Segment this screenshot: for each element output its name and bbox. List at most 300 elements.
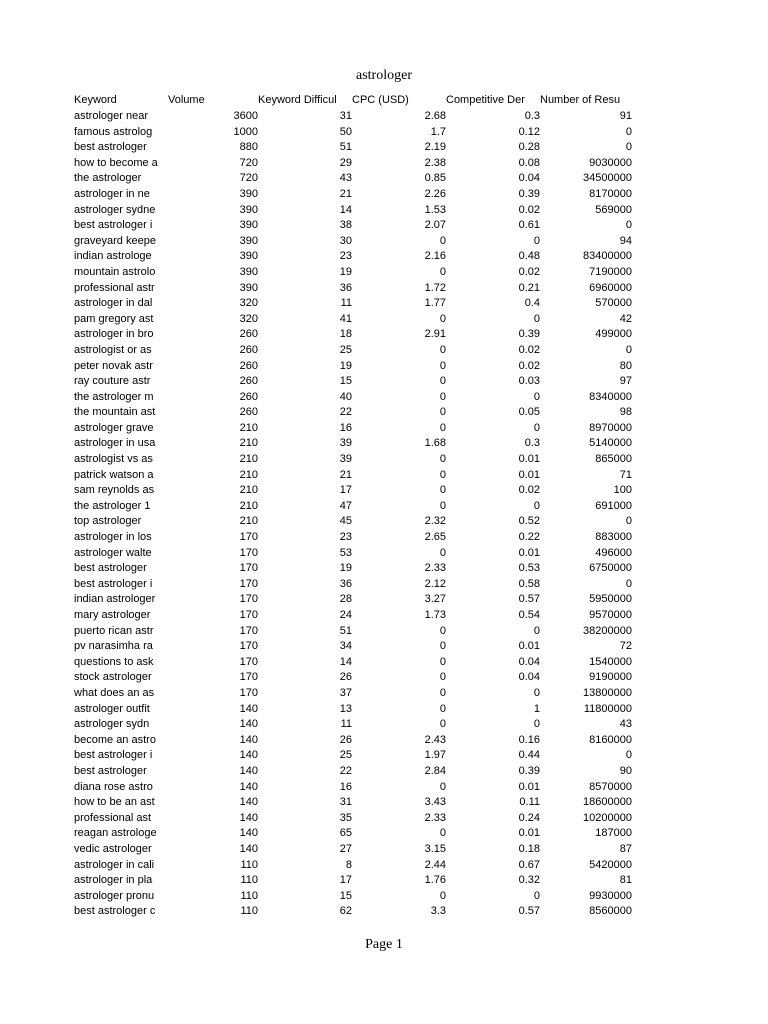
table-row — [74, 187, 632, 203]
number-of-results-cell: 691000 — [595, 499, 632, 512]
cpc-cell: 2.32 — [424, 515, 446, 528]
competitive-density-cell: 0.08 — [518, 156, 540, 169]
keyword-cell: astrologer near — [74, 110, 148, 122]
cpc-cell: 0 — [439, 671, 446, 684]
number-of-results-cell: 1540000 — [589, 655, 632, 668]
competitive-density-cell: 0.21 — [518, 281, 540, 294]
cpc-cell: 0 — [439, 546, 446, 559]
competitive-density-cell: 0.39 — [518, 187, 540, 200]
cpc-cell: 0 — [439, 468, 446, 481]
keyword-difficulty-cell: 27 — [339, 842, 352, 855]
cpc-cell: 1.76 — [424, 874, 446, 887]
competitive-density-cell: 0.48 — [518, 250, 540, 263]
competitive-density-cell: 0 — [533, 624, 540, 637]
cpc-cell: 1.77 — [424, 297, 446, 310]
table-row — [74, 639, 632, 655]
table-row — [74, 717, 632, 733]
volume-cell: 170 — [239, 562, 258, 575]
table-row — [74, 218, 632, 234]
table-row — [74, 265, 632, 281]
keyword-table — [74, 93, 632, 920]
column-header-volume: Volume — [168, 94, 205, 106]
page-title: astrologer — [356, 68, 412, 83]
number-of-results-cell: 9930000 — [589, 889, 632, 902]
volume-cell: 720 — [239, 172, 258, 185]
number-of-results-cell: 100 — [613, 484, 632, 497]
table-row — [74, 171, 632, 187]
keyword-cell: pv narasimha ra — [74, 640, 153, 653]
keyword-difficulty-cell: 15 — [339, 889, 352, 902]
number-of-results-cell: 7190000 — [589, 265, 632, 278]
cpc-cell: 2.68 — [424, 110, 446, 122]
table-row — [74, 686, 632, 702]
competitive-density-cell: 0.54 — [518, 609, 540, 621]
number-of-results-cell: 8560000 — [589, 905, 632, 918]
volume-cell: 170 — [239, 531, 258, 544]
number-of-results-cell: 94 — [619, 234, 632, 247]
table-row — [74, 312, 632, 328]
cpc-cell: 2.43 — [424, 733, 446, 746]
cpc-cell: 0 — [439, 265, 446, 278]
competitive-density-cell: 1 — [533, 702, 540, 715]
volume-cell: 210 — [239, 468, 258, 481]
table-row — [74, 203, 632, 219]
cpc-cell: 0 — [439, 889, 446, 902]
keyword-difficulty-cell: 24 — [339, 609, 352, 621]
competitive-density-cell: 0.01 — [518, 453, 540, 466]
table-row — [74, 374, 632, 390]
keyword-difficulty-cell: 18 — [339, 328, 352, 341]
number-of-results-cell: 8340000 — [589, 390, 632, 403]
keyword-difficulty-cell: 37 — [339, 686, 352, 699]
cpc-cell: 1.53 — [424, 203, 446, 216]
table-row — [74, 405, 632, 421]
table-row — [74, 359, 632, 375]
table-row — [74, 156, 632, 172]
volume-cell: 210 — [239, 453, 258, 466]
keyword-cell: pam gregory ast — [74, 312, 154, 325]
volume-cell: 110 — [240, 858, 258, 871]
competitive-density-cell: 0.02 — [518, 203, 540, 216]
cpc-cell: 2.16 — [424, 250, 446, 263]
volume-cell: 260 — [239, 390, 258, 403]
number-of-results-cell: 10200000 — [583, 811, 632, 824]
number-of-results-cell: 8570000 — [589, 780, 632, 793]
keyword-cell: vedic astrologer — [74, 842, 152, 855]
competitive-density-cell: 0.01 — [518, 468, 540, 481]
cpc-cell: 0 — [439, 453, 446, 466]
cpc-cell: 0 — [439, 312, 446, 325]
table-row — [74, 327, 632, 343]
number-of-results-cell: 569000 — [595, 203, 632, 216]
competitive-density-cell: 0.03 — [518, 375, 540, 388]
volume-cell: 140 — [239, 718, 258, 731]
volume-cell: 390 — [239, 265, 258, 278]
keyword-difficulty-cell: 16 — [339, 421, 352, 434]
table-row — [74, 109, 632, 125]
keyword-cell: astrologer pronu — [74, 889, 155, 902]
table-row — [74, 499, 632, 515]
competitive-density-cell: 0 — [533, 234, 540, 247]
keyword-cell: astrologer in bro — [74, 328, 154, 341]
competitive-density-cell: 0.57 — [518, 593, 540, 606]
competitive-density-cell: 0.02 — [518, 484, 540, 497]
competitive-density-cell: 0.39 — [518, 328, 540, 341]
cpc-cell: 3.15 — [424, 842, 446, 855]
keyword-cell: mary astrologer — [74, 609, 151, 621]
keyword-cell: the astrologer — [74, 172, 142, 185]
keyword-cell: astrologist vs as — [74, 453, 153, 466]
number-of-results-cell: 42 — [619, 312, 632, 325]
competitive-density-cell: 0.12 — [518, 125, 540, 138]
keyword-difficulty-cell: 43 — [339, 172, 352, 185]
table-row — [74, 889, 632, 905]
table-row — [74, 234, 632, 250]
number-of-results-cell: 80 — [619, 359, 632, 372]
competitive-density-cell: 0.39 — [518, 764, 540, 777]
competitive-density-cell: 0.24 — [518, 811, 540, 824]
volume-cell: 210 — [239, 484, 258, 497]
number-of-results-cell: 570000 — [595, 297, 632, 310]
cpc-cell: 0 — [439, 421, 446, 434]
number-of-results-cell: 18600000 — [583, 796, 632, 809]
keyword-difficulty-cell: 25 — [339, 749, 352, 762]
table-row — [74, 421, 632, 437]
table-row — [74, 748, 632, 764]
cpc-cell: 2.38 — [424, 156, 446, 169]
volume-cell: 110 — [240, 874, 258, 887]
keyword-difficulty-cell: 26 — [339, 671, 352, 684]
table-row — [74, 733, 632, 749]
keyword-cell: best astrologer — [74, 141, 147, 154]
competitive-density-cell: 0.22 — [518, 531, 540, 544]
number-of-results-cell: 98 — [619, 406, 632, 419]
volume-cell: 390 — [239, 281, 258, 294]
keyword-cell: astrologer sydn — [74, 718, 150, 731]
competitive-density-cell: 0.4 — [524, 297, 540, 310]
keyword-cell: famous astrolog — [74, 125, 153, 138]
keyword-cell: astrologer in cali — [74, 858, 155, 871]
table-row — [74, 452, 632, 468]
number-of-results-cell: 5420000 — [589, 858, 632, 871]
table-row — [74, 249, 632, 265]
keyword-difficulty-cell: 11 — [340, 718, 352, 731]
competitive-density-cell: 0.16 — [518, 733, 540, 746]
number-of-results-cell: 0 — [625, 577, 632, 590]
keyword-difficulty-cell: 14 — [339, 655, 352, 668]
table-row — [74, 468, 632, 484]
competitive-density-cell: 0.04 — [518, 172, 540, 185]
cpc-cell: 1.68 — [424, 437, 446, 450]
competitive-density-cell: 0 — [533, 889, 540, 902]
keyword-difficulty-cell: 39 — [339, 437, 352, 450]
number-of-results-cell: 83400000 — [583, 250, 632, 263]
table-row — [74, 764, 632, 780]
number-of-results-cell: 8970000 — [589, 421, 632, 434]
keyword-cell: top astrologer — [74, 515, 142, 528]
cpc-cell: 3.27 — [424, 593, 446, 606]
number-of-results-cell: 34500000 — [583, 172, 632, 185]
keyword-cell: astrologer grave — [74, 421, 154, 434]
number-of-results-cell: 91 — [619, 110, 632, 122]
table-row — [74, 436, 632, 452]
keyword-cell: astrologer in pla — [74, 874, 153, 887]
number-of-results-cell: 11800000 — [583, 702, 632, 715]
table-row — [74, 140, 632, 156]
volume-cell: 390 — [239, 234, 258, 247]
volume-cell: 320 — [239, 312, 258, 325]
volume-cell: 140 — [239, 733, 258, 746]
competitive-density-cell: 0 — [533, 499, 540, 512]
cpc-cell: 0 — [439, 406, 446, 419]
keyword-difficulty-cell: 36 — [339, 577, 352, 590]
competitive-density-cell: 0.3 — [524, 437, 540, 450]
volume-cell: 880 — [239, 141, 258, 154]
number-of-results-cell: 0 — [625, 515, 632, 528]
number-of-results-cell: 81 — [619, 874, 632, 887]
volume-cell: 260 — [239, 406, 258, 419]
number-of-results-cell: 0 — [625, 125, 632, 138]
table-row — [74, 483, 632, 499]
volume-cell: 390 — [239, 187, 258, 200]
cpc-cell: 1.73 — [424, 609, 446, 621]
keyword-difficulty-cell: 23 — [339, 250, 352, 263]
cpc-cell: 1.72 — [424, 281, 446, 294]
number-of-results-cell: 0 — [625, 141, 632, 154]
volume-cell: 210 — [239, 499, 258, 512]
cpc-cell: 3.3 — [430, 905, 446, 918]
cpc-cell: 0 — [439, 390, 446, 403]
competitive-density-cell: 0 — [533, 718, 540, 731]
number-of-results-cell: 0 — [625, 343, 632, 356]
keyword-cell: astrologer walte — [74, 546, 152, 559]
volume-cell: 170 — [239, 546, 258, 559]
keyword-difficulty-cell: 40 — [339, 390, 352, 403]
keyword-cell: the mountain ast — [74, 406, 156, 419]
keyword-difficulty-cell: 35 — [339, 811, 352, 824]
keyword-cell: become an astro — [74, 733, 156, 746]
keyword-difficulty-cell: 65 — [339, 827, 352, 840]
volume-cell: 170 — [239, 686, 258, 699]
competitive-density-cell: 0.53 — [518, 562, 540, 575]
keyword-difficulty-cell: 23 — [339, 531, 352, 544]
table-row — [74, 904, 632, 920]
number-of-results-cell: 97 — [619, 375, 632, 388]
keyword-difficulty-cell: 31 — [339, 796, 352, 809]
volume-cell: 210 — [239, 421, 258, 434]
volume-cell: 110 — [240, 889, 258, 902]
keyword-difficulty-cell: 19 — [339, 562, 352, 575]
cpc-cell: 2.44 — [424, 858, 446, 871]
volume-cell: 210 — [239, 437, 258, 450]
table-row — [74, 546, 632, 562]
cpc-cell: 1.97 — [424, 749, 446, 762]
column-header-keyword: Keyword — [74, 94, 117, 106]
table-row — [74, 296, 632, 312]
keyword-cell: astrologer in los — [74, 531, 152, 544]
number-of-results-cell: 0 — [625, 749, 632, 762]
keyword-difficulty-cell: 30 — [339, 234, 352, 247]
competitive-density-cell: 0.02 — [518, 265, 540, 278]
keyword-cell: indian astrologer — [74, 593, 156, 606]
keyword-difficulty-cell: 8 — [345, 858, 352, 871]
cpc-cell: 2.33 — [424, 562, 446, 575]
table-row — [74, 873, 632, 889]
table-row — [74, 514, 632, 530]
table-row — [74, 858, 632, 874]
keyword-difficulty-cell: 16 — [339, 780, 352, 793]
keyword-cell: ray couture astr — [74, 375, 151, 388]
table-row — [74, 343, 632, 359]
number-of-results-cell: 13800000 — [583, 686, 632, 699]
competitive-density-cell: 0 — [533, 421, 540, 434]
cpc-cell: 2.33 — [424, 811, 446, 824]
keyword-difficulty-cell: 45 — [339, 515, 352, 528]
number-of-results-cell: 6960000 — [589, 281, 632, 294]
table-row — [74, 592, 632, 608]
competitive-density-cell: 0.05 — [518, 406, 540, 419]
competitive-density-cell: 0.04 — [518, 671, 540, 684]
keyword-cell: astrologer in dal — [74, 297, 153, 310]
keyword-difficulty-cell: 39 — [339, 453, 352, 466]
cpc-cell: 0 — [439, 343, 446, 356]
keyword-difficulty-cell: 21 — [339, 468, 352, 481]
keyword-difficulty-cell: 50 — [339, 125, 352, 138]
table-row — [74, 608, 632, 624]
table-row — [74, 281, 632, 297]
keyword-cell: best astrologer i — [74, 577, 153, 590]
volume-cell: 140 — [239, 780, 258, 793]
volume-cell: 170 — [239, 640, 258, 653]
number-of-results-cell: 9570000 — [589, 609, 632, 621]
cpc-cell: 0 — [439, 640, 446, 653]
cpc-cell: 0 — [439, 375, 446, 388]
cpc-cell: 1.7 — [430, 125, 446, 138]
number-of-results-cell: 87 — [619, 842, 632, 855]
volume-cell: 390 — [239, 219, 258, 232]
cpc-cell: 0 — [439, 780, 446, 793]
number-of-results-cell: 9190000 — [589, 671, 632, 684]
cpc-cell: 0 — [439, 827, 446, 840]
keyword-cell: mountain astrolo — [74, 265, 156, 278]
keyword-difficulty-cell: 36 — [339, 281, 352, 294]
keyword-cell: the astrologer m — [74, 390, 154, 403]
keyword-cell: how to be an ast — [74, 796, 155, 809]
keyword-difficulty-cell: 19 — [339, 359, 352, 372]
cpc-cell: 2.91 — [424, 328, 446, 341]
keyword-difficulty-cell: 22 — [339, 764, 352, 777]
competitive-density-cell: 0.57 — [518, 905, 540, 918]
keyword-difficulty-cell: 14 — [339, 203, 352, 216]
cpc-cell: 0.85 — [424, 172, 446, 185]
volume-cell: 170 — [239, 609, 258, 621]
keyword-cell: indian astrologe — [74, 250, 152, 263]
table-row — [74, 826, 632, 842]
volume-cell: 140 — [239, 811, 258, 824]
cpc-cell: 0 — [439, 234, 446, 247]
number-of-results-cell: 5140000 — [589, 437, 632, 450]
keyword-difficulty-cell: 47 — [339, 499, 352, 512]
volume-cell: 260 — [239, 375, 258, 388]
volume-cell: 110 — [240, 905, 258, 918]
competitive-density-cell: 0 — [533, 390, 540, 403]
cpc-cell: 0 — [439, 702, 446, 715]
competitive-density-cell: 0 — [533, 686, 540, 699]
keyword-cell: what does an as — [74, 686, 155, 699]
cpc-cell: 2.07 — [424, 219, 446, 232]
keyword-cell: questions to ask — [74, 655, 154, 668]
number-of-results-cell: 8160000 — [589, 733, 632, 746]
competitive-density-cell: 0.3 — [524, 110, 540, 122]
volume-cell: 260 — [239, 328, 258, 341]
volume-cell: 1000 — [233, 125, 258, 138]
keyword-difficulty-cell: 25 — [339, 343, 352, 356]
competitive-density-cell: 0.02 — [518, 343, 540, 356]
table-row — [74, 390, 632, 406]
keyword-difficulty-cell: 34 — [339, 640, 352, 653]
competitive-density-cell: 0.01 — [518, 546, 540, 559]
cpc-cell: 2.12 — [424, 577, 446, 590]
keyword-difficulty-cell: 31 — [339, 110, 352, 122]
number-of-results-cell: 883000 — [595, 531, 632, 544]
keyword-difficulty-cell: 51 — [339, 624, 352, 637]
keyword-difficulty-cell: 11 — [340, 297, 352, 310]
competitive-density-cell: 0.58 — [518, 577, 540, 590]
number-of-results-cell: 43 — [619, 718, 632, 731]
keyword-cell: how to become a — [74, 156, 158, 169]
table-row — [74, 561, 632, 577]
table-row — [74, 795, 632, 811]
cpc-cell: 0 — [439, 655, 446, 668]
competitive-density-cell: 0.67 — [518, 858, 540, 871]
competitive-density-cell: 0.04 — [518, 655, 540, 668]
competitive-density-cell: 0.32 — [518, 874, 540, 887]
volume-cell: 140 — [239, 749, 258, 762]
keyword-difficulty-cell: 17 — [339, 874, 352, 887]
number-of-results-cell: 865000 — [595, 453, 632, 466]
volume-cell: 720 — [239, 156, 258, 169]
number-of-results-cell: 38200000 — [583, 624, 632, 637]
keyword-difficulty-cell: 21 — [339, 187, 352, 200]
number-of-results-cell: 496000 — [595, 546, 632, 559]
keyword-difficulty-cell: 22 — [339, 406, 352, 419]
keyword-cell: best astrologer i — [74, 219, 153, 232]
keyword-cell: best astrologer — [74, 764, 147, 777]
keyword-cell: the astrologer 1 — [74, 499, 151, 512]
number-of-results-cell: 72 — [619, 640, 632, 653]
keyword-difficulty-cell: 15 — [339, 375, 352, 388]
cpc-cell: 0 — [439, 686, 446, 699]
keyword-difficulty-cell: 13 — [339, 702, 352, 715]
table-row — [74, 670, 632, 686]
cpc-cell: 0 — [439, 484, 446, 497]
table-body — [74, 109, 632, 920]
table-row — [74, 624, 632, 640]
volume-cell: 140 — [239, 702, 258, 715]
volume-cell: 390 — [239, 250, 258, 263]
volume-cell: 210 — [239, 515, 258, 528]
number-of-results-cell: 71 — [619, 468, 632, 481]
number-of-results-cell: 187000 — [595, 827, 632, 840]
number-of-results-cell: 9030000 — [589, 156, 632, 169]
keyword-cell: diana rose astro — [74, 780, 153, 793]
table-row — [74, 125, 632, 141]
keyword-cell: best astrologer c — [74, 905, 156, 918]
volume-cell: 170 — [239, 577, 258, 590]
keyword-difficulty-cell: 29 — [339, 156, 352, 169]
cpc-cell: 2.65 — [424, 531, 446, 544]
competitive-density-cell: 0.18 — [518, 842, 540, 855]
